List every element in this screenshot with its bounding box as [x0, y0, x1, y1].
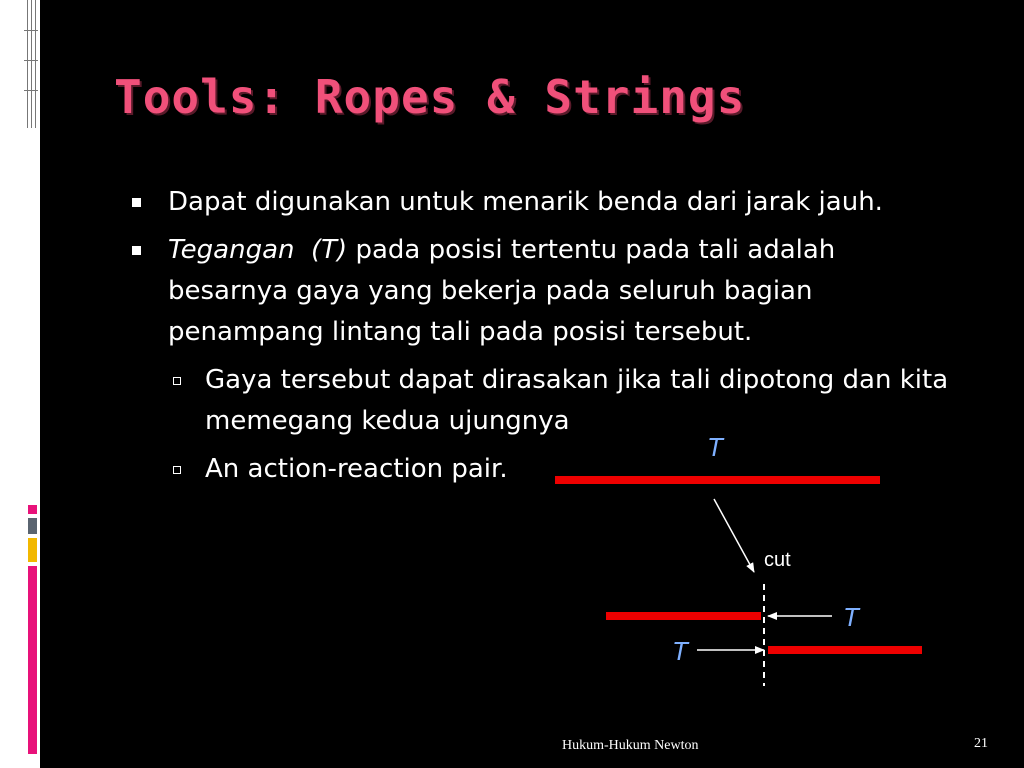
cut-pointer-arrow	[714, 499, 754, 572]
sub-bullet-text: An action-reaction pair.	[205, 454, 508, 484]
tension-term: Tegangan (T)	[168, 235, 348, 265]
slide-title: Tools: Ropes & Strings	[114, 70, 746, 124]
footer-text: Hukum-Hukum Newton	[562, 738, 699, 753]
sub-bullet-text: Gaya tersebut dapat dirasakan jika tali dipotong dan kita memegang kedua ujungnya	[205, 365, 949, 436]
tension-label-top: T	[707, 432, 723, 462]
bullet-text: pada posisi tertentu pada tali adalah besarnya gaya yang bekerja pada seluruh bagian penampang lintang tali pada posisi tersebut.	[168, 235, 836, 347]
cut-label: cut	[764, 549, 791, 571]
bullet-text: Dapat digunakan untuk menarik benda dari jarak jauh.	[168, 187, 883, 217]
tension-label-left: T	[672, 636, 688, 666]
page-number: 21	[974, 736, 988, 751]
tension-label-right: T	[843, 602, 859, 632]
